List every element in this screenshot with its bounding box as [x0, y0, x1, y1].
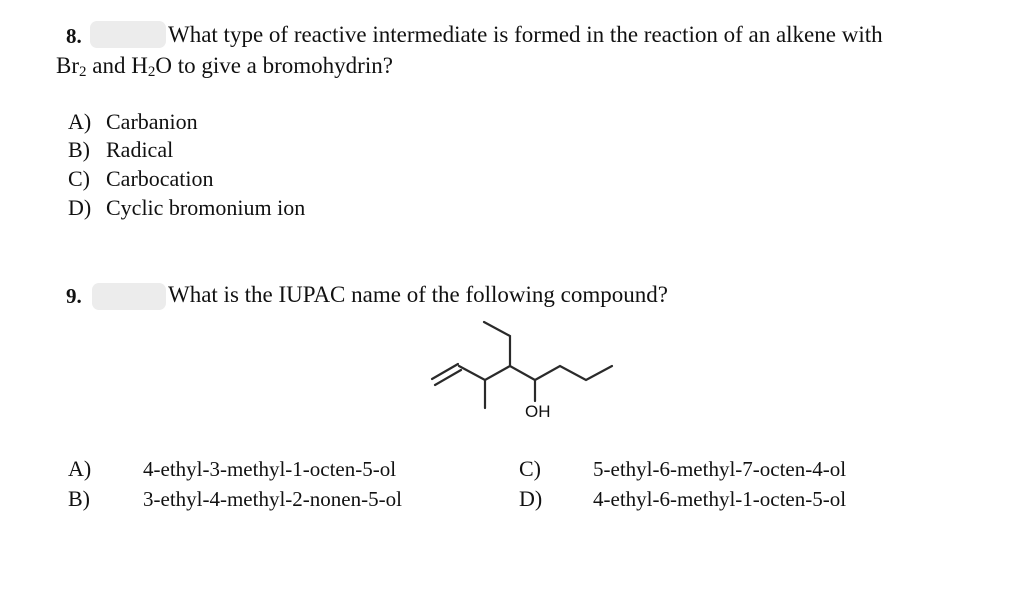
q8-question-line1: What type of reactive intermediate is formed in the reaction of an alkene with	[168, 22, 883, 47]
q8-line2-part-c: O to give a bromohydrin?	[155, 53, 393, 78]
q9-oh-label: OH	[525, 402, 551, 421]
bond-ethyl	[484, 322, 510, 366]
q9-option-a-letter[interactable]: A)	[68, 456, 92, 481]
q8-option-text: Carbanion	[106, 109, 198, 134]
q8-line2-part-a: Br	[56, 53, 79, 78]
q8-option-letter: C)	[68, 166, 90, 191]
q8-line2-sub1: 2	[79, 64, 87, 80]
q9-number: 9.	[66, 284, 82, 308]
q8-option-letter: D)	[68, 195, 92, 220]
q9-question: What is the IUPAC name of the following compound?	[168, 282, 668, 307]
bond-vinyl-2	[435, 370, 461, 385]
q8-option-text: Cyclic bromonium ion	[106, 195, 306, 220]
q9-option-b-letter[interactable]: B)	[68, 486, 90, 511]
q9-option-a-text[interactable]: 4-ethyl-3-methyl-1-octen-5-ol	[143, 457, 397, 481]
q9-option-d-text[interactable]: 4-ethyl-6-methyl-1-octen-5-ol	[593, 487, 847, 511]
q9-option-b-text[interactable]: 3-ethyl-4-methyl-2-nonen-5-ol	[143, 487, 402, 511]
q9-option-c-text[interactable]: 5-ethyl-6-methyl-7-octen-4-ol	[593, 457, 847, 481]
bond-backbone-left	[459, 366, 535, 380]
q8-number: 8.	[66, 24, 82, 48]
q8-option-letter: A)	[68, 109, 92, 134]
q8-option-text: Radical	[106, 137, 174, 162]
q8-line2-sub2: 2	[147, 64, 156, 80]
q9-option-d-letter[interactable]: D)	[519, 486, 543, 511]
bond-vinyl-1	[432, 364, 458, 379]
q9-option-c-letter[interactable]: C)	[519, 456, 541, 481]
q8-option-text: Carbocation	[106, 166, 214, 191]
q8-option-letter: B)	[68, 137, 90, 162]
bond-backbone-right	[535, 366, 612, 380]
q8-line2-part-b: and H	[86, 53, 148, 78]
